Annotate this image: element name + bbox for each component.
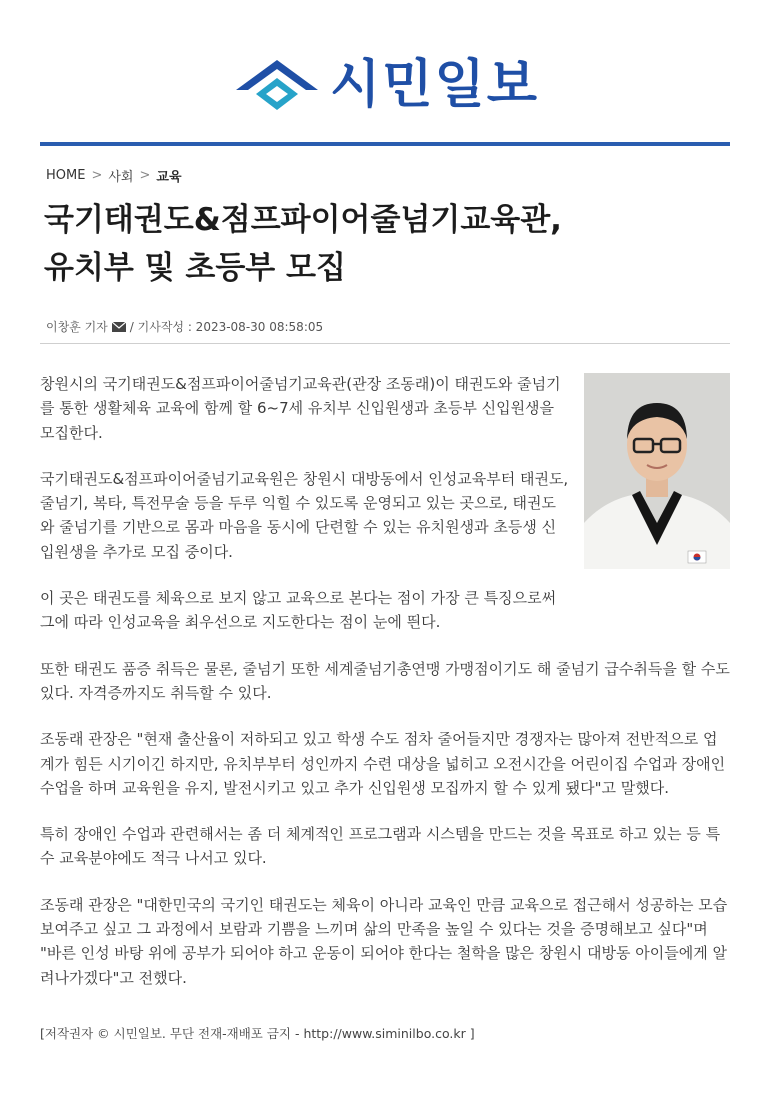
breadcrumb-current[interactable]: 교육 <box>156 170 182 185</box>
headline-line: 유치부 및 초등부 모집 <box>44 250 346 287</box>
article-paragraph: 특히 장애인 수업과 관련해서는 좀 더 체계적인 프로그램과 시스템을 만드는 것을 목표로 하고 있는 등 특수 교육분야에도 적극 나서고 있다. <box>40 825 721 868</box>
copyright-notice: [저작권자 © 시민일보. 무단 전재-재배포 금지 - http://www.siminilbo.co.kr ] <box>40 1026 475 1041</box>
breadcrumb-home[interactable]: HOME <box>46 168 86 183</box>
article-paragraph: 창원시의 국기태권도&점프파이어줄넘기교육관(관장 조동래)이 태권도와 줄넘기를 통한 생활체육 교육에 함께 할 6~7세 유치부 신입원생과 초등부 신입원생을 모집한다. <box>40 375 561 442</box>
article-byline <box>46 318 323 335</box>
article-paragraph: 국기태권도&점프파이어줄넘기교육원은 창원시 대방동에서 인성교육부터 태권도, 줄넘기, 복타, 특전무술 등을 두루 익힐 수 있도록 운영되고 있는 곳으로, 태권도와 줄넘기를 기반으로 몸과 마음을 동시에 단련할 수 있는 유치원생과 초등생 신입원생을 추가로 모집 중이다. <box>40 469 569 561</box>
header-divider <box>40 142 730 146</box>
breadcrumb <box>46 166 182 185</box>
article-paragraph: 조동래 관장은 "대한민국의 국기인 태권도는 체육이 아니라 교육인 만큼 교육으로 접근해서 성공하는 모습 보여주고 싶고 그 과정에서 보람과 기쁨을 느끼며 삶의 만족을 높일 수 있다는 것을 증명해보고 싶다"며 "바른 인성 바탕 위에 공부가 되어야 하고 운동이 되어야 한다는 철학을 많은 창원시 대방동 아이들에게 알려나가겠다"고 전했다. <box>40 895 728 987</box>
breadcrumb-separator: > <box>139 168 151 183</box>
breadcrumb-separator: > <box>91 168 103 183</box>
byline-divider <box>40 343 730 344</box>
publish-date: / 기사작성 : 2023-08-30 08:58:05 <box>129 320 324 334</box>
site-name: 시민일보 <box>330 55 539 115</box>
headline-line: 국기태권도&점프파이어줄넘기교육관, <box>44 202 562 238</box>
siminilbo-logo-icon <box>234 54 320 116</box>
masthead <box>0 40 773 130</box>
breadcrumb-section[interactable]: 사회 <box>108 170 134 185</box>
mail-icon[interactable] <box>112 322 126 332</box>
article-body <box>40 372 730 1012</box>
article-paragraph: 또한 태권도 품증 취득은 물론, 줄넘기 또한 세계줄넘기총연맹 가맹점이기도 해 줄넘기 급수취득을 할 수도 있다. 자격증까지도 취득할 수 있다. <box>40 659 730 702</box>
article-paragraph: 이 곳은 태권도를 체육으로 보지 않고 교육으로 본다는 점이 가장 큰 특징으로써 그에 따라 인성교육을 최우선으로 지도한다는 점이 눈에 띈다. <box>40 589 557 632</box>
article-headline <box>44 196 724 292</box>
author-name[interactable]: 이창훈 기자 <box>46 320 108 334</box>
site-logo[interactable] <box>234 54 539 116</box>
article-paragraph: 조동래 관장은 "현재 출산율이 저하되고 있고 학생 수도 점차 줄어들지만 경쟁자는 많아져 전반적으로 업계가 힘든 시기이긴 하지만, 유치부부터 성인까지 수련 대상을 넓히고 오전시간을 어린이집 수업과 장애인 수업을 하며 교육원을 유지, 발전시키고 있고 추가 신입원생 모집까지 할 수 있게 됐다"고 말했다. <box>40 730 726 797</box>
